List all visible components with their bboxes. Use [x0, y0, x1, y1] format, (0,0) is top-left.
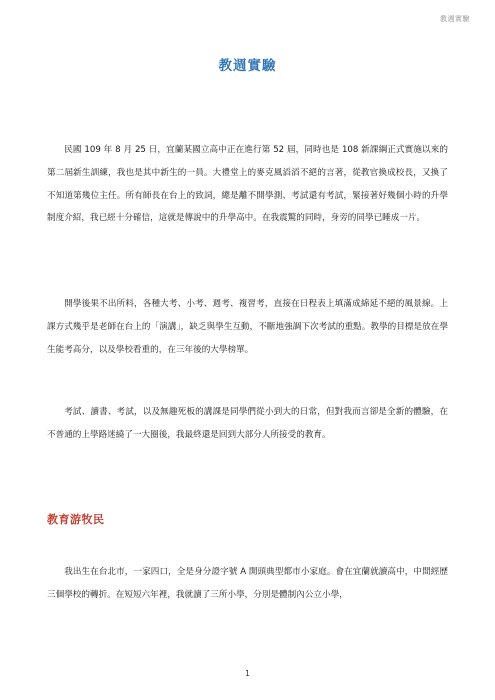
body-paragraph-2	[47, 293, 448, 361]
paragraph-text: 民國 109 年 8 月 25 日，宜蘭某國立高中正在進行第 52 屆，同時也是 108 新課綱正式實施以來的第二屆新生訓練，我也是其中新生的一員。大禮堂上的麥克風滔滔不絕的言著，從教官換成校長，又換了不知道第幾位主任。所有師長在台上的致詞，總是離不開學測、考試還有考試，緊接著好幾個小時的升學制度介紹，我已經十分確信，這就是傳說中的升學高中。在我震驚的同時，身旁的同學已睡成一片。	[47, 145, 448, 224]
paragraph-text: 考試、讀書、考試，以及無趣死板的講課是同學們從小到大的日常，但對我而言卻是全新的體驗，在不普通的上學路迷繞了一大圈後，我最終還是回到大部分人所接受的教育。	[47, 407, 448, 440]
document-title: 教週實驗	[218, 58, 277, 74]
section-heading: 教育游牧民	[47, 513, 105, 526]
section-paragraph	[47, 561, 448, 607]
paragraph-text: 開學後果不出所料，各種大考、小考、週考、複習考，直接在日程表上填滿成綿延不絕的風景線。上課方式幾乎是老師在台上的「演講」，缺乏與學生互動，不斷地強調下次考試的重點。教學的目標是放在學生能考高分，以及學校看重的，在三年後的大學榜單。	[47, 299, 448, 355]
page-number: 1	[245, 669, 250, 678]
body-paragraph-1	[47, 139, 448, 230]
body-paragraph-3	[47, 401, 448, 447]
paragraph-text: 我出生在台北市，一家四口，全是身分證字號 A 開頭典型都市小家庭。會在宜蘭就讀高中，中間經歷三個學校的轉折。在短短六年裡，我就讀了三所小學，分別是體制內公立小學，	[47, 567, 448, 600]
running-header: 教週實驗	[440, 15, 470, 23]
